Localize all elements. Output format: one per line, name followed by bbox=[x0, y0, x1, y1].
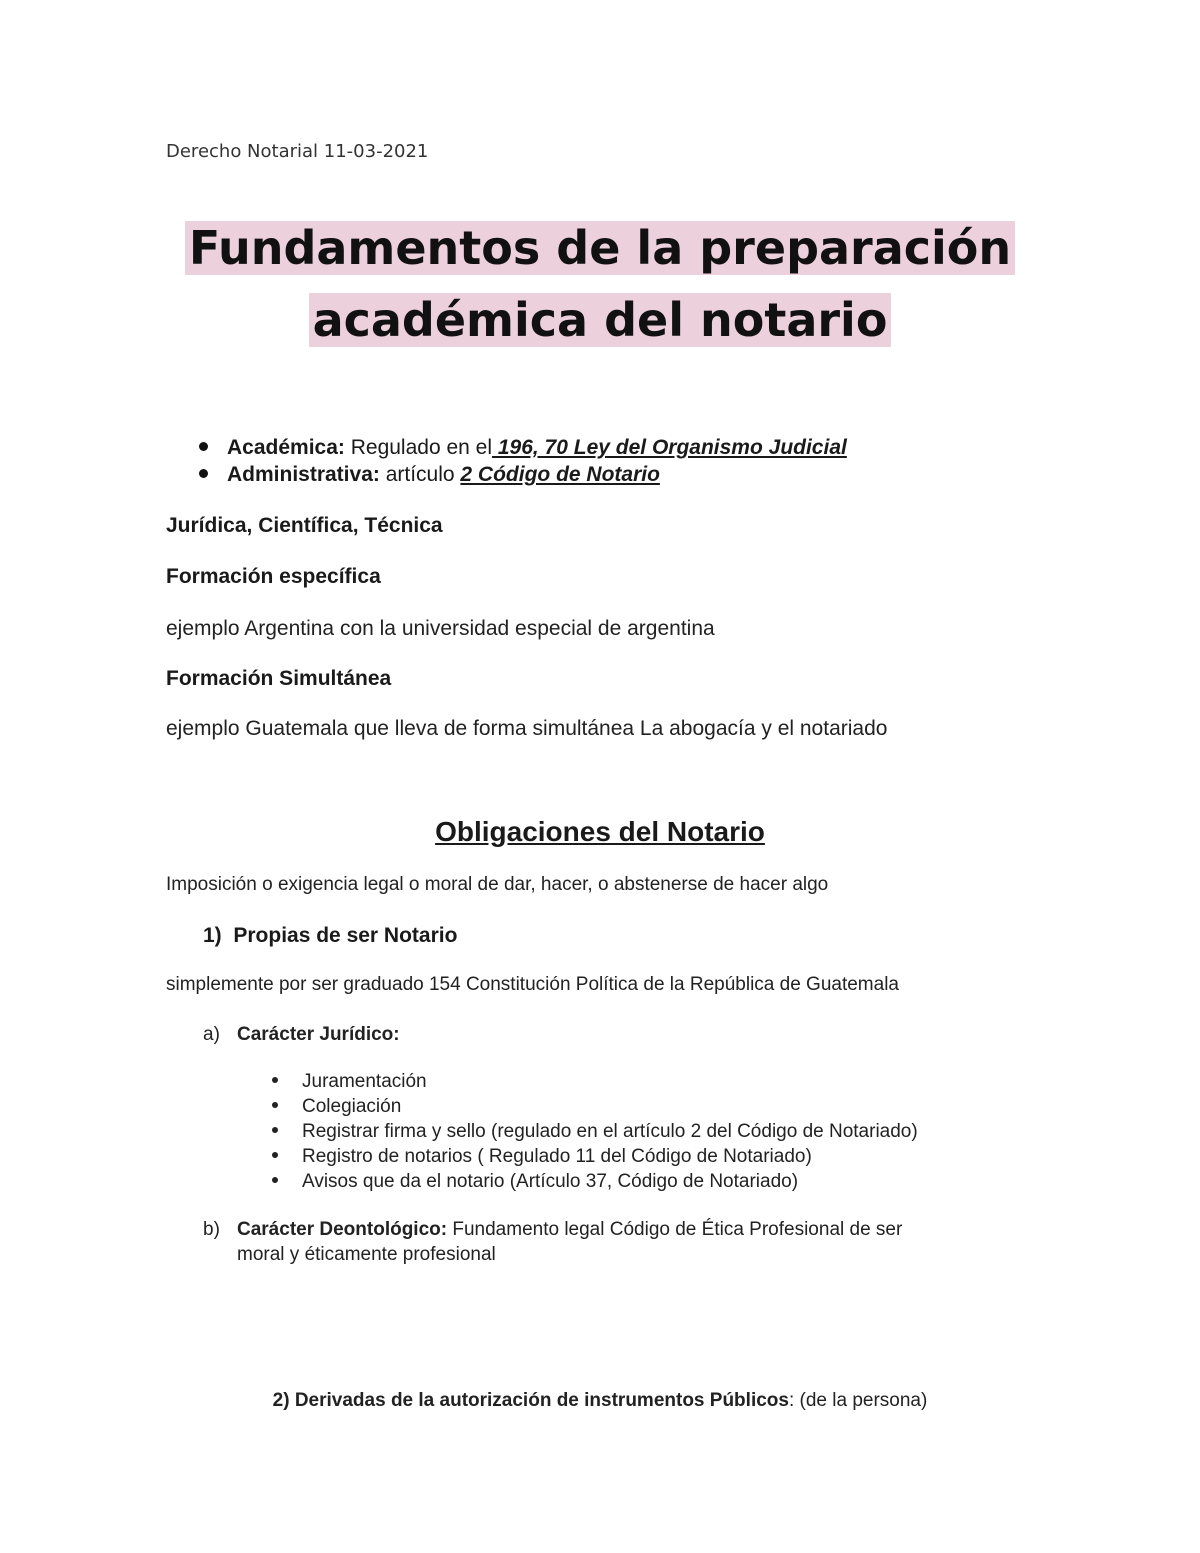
list-item bbox=[272, 1146, 812, 1168]
bullet-label: Académica: bbox=[227, 436, 345, 459]
bullet-administrativa bbox=[199, 463, 660, 487]
title-line-2 bbox=[0, 284, 1200, 356]
list-item-text: Colegiación bbox=[302, 1096, 402, 1117]
alpha-item-a bbox=[203, 1024, 400, 1046]
heading-formacion-especifica: Formación específica bbox=[166, 565, 381, 588]
heading-formacion-simultanea: Formación Simultánea bbox=[166, 667, 392, 690]
alpha-item-b bbox=[203, 1219, 902, 1241]
bullet-dot bbox=[199, 469, 208, 478]
item-label: Carácter Jurídico: bbox=[237, 1024, 400, 1045]
bullet-text: Regulado en el bbox=[344, 436, 493, 459]
document-header: Derecho Notarial 11-03-2021 bbox=[166, 141, 429, 162]
numbered-item-2 bbox=[0, 1390, 1200, 1412]
bullet-text: artículo bbox=[379, 463, 461, 486]
bullet-dot bbox=[272, 1152, 278, 1158]
paragraph-guatemala: ejemplo Guatemala que lleva de forma simultánea La abogacía y el notariado bbox=[166, 717, 888, 740]
item-marker: b) bbox=[203, 1219, 220, 1240]
list-item-text: Registrar firma y sello (regulado en el artículo 2 del Código de Notariado) bbox=[302, 1121, 918, 1142]
heading-juridica: Jurídica, Científica, Técnica bbox=[166, 514, 443, 537]
title-line-1-text: Fundamentos de la preparación bbox=[185, 221, 1015, 275]
list-item-text: Avisos que da el notario (Artículo 37, Código de Notariado) bbox=[302, 1171, 799, 1192]
paragraph-propias-desc: simplemente por ser graduado 154 Constitución Política de la República de Guatemala bbox=[166, 974, 899, 995]
item-marker: a) bbox=[203, 1024, 220, 1045]
item-label: 2) Derivadas de la autorización de instrumentos Públicos bbox=[272, 1390, 789, 1411]
list-item-text: Juramentación bbox=[302, 1071, 427, 1092]
bullet-label: Administrativa: bbox=[227, 463, 380, 486]
bullet-dot bbox=[272, 1127, 278, 1133]
paragraph-argentina: ejemplo Argentina con la universidad especial de argentina bbox=[166, 617, 715, 640]
bullet-dot bbox=[272, 1177, 278, 1183]
item-text: : (de la persona) bbox=[788, 1390, 928, 1411]
alpha-item-b-continuation: moral y éticamente profesional bbox=[237, 1244, 496, 1265]
list-item bbox=[272, 1071, 427, 1093]
list-item bbox=[272, 1171, 798, 1193]
numbered-item-1 bbox=[203, 924, 457, 948]
item-number: 1) bbox=[203, 924, 222, 947]
bullet-reference: 2 Código de Notario bbox=[460, 463, 660, 486]
item-label: Carácter Deontológico: bbox=[237, 1219, 448, 1240]
title-line-2-text: académica del notario bbox=[309, 293, 892, 347]
item-text: Fundamento legal Código de Ética Profesional de ser bbox=[447, 1219, 903, 1240]
paragraph-definicion: Imposición o exigencia legal o moral de dar, hacer, o abstenerse de hacer algo bbox=[166, 874, 829, 895]
bullet-dot bbox=[272, 1077, 278, 1083]
list-item bbox=[272, 1121, 918, 1143]
item-label: Propias de ser Notario bbox=[233, 924, 458, 947]
title-line-1 bbox=[0, 212, 1200, 284]
bullet-academica bbox=[199, 436, 847, 460]
list-item-text: Registro de notarios ( Regulado 11 del Código de Notariado) bbox=[302, 1146, 812, 1167]
bullet-reference: 196, 70 Ley del Organismo Judicial bbox=[492, 436, 847, 459]
bullet-dot bbox=[199, 442, 208, 451]
list-item bbox=[272, 1096, 401, 1118]
bullet-dot bbox=[272, 1102, 278, 1108]
section-title-obligaciones: Obligaciones del Notario bbox=[435, 816, 765, 847]
